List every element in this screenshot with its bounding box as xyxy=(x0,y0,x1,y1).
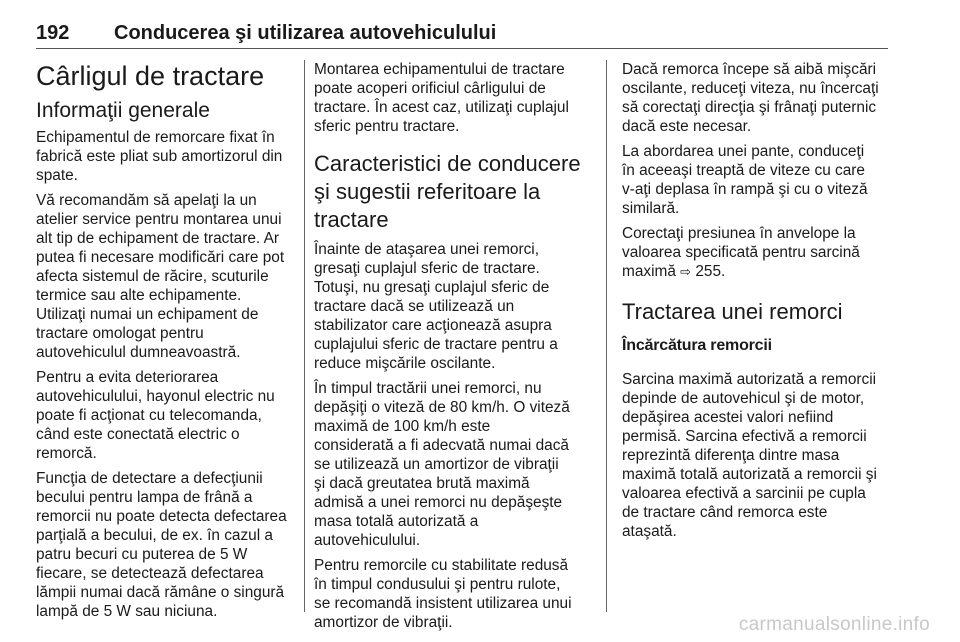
paragraph: Montarea echipamentului de tractare poate acoperi orificiul cârligului de tractare. În acest caz, utilizaţi cuplajul sferic pentru tractare. xyxy=(314,61,569,135)
column-1 xyxy=(36,60,298,627)
paragraph: Sarcina maximă autorizată a remorcii depinde de autovehicul şi de motor, depăşirea acestei valori nefiind permisă. Sarcina efectivă a remorcii reprezintă diferenţa dintre masa maximă totală autorizată a remorcii şi valoarea efectivă a sarcinii pe cupla de tractare când remorca este ataşată. xyxy=(622,371,877,540)
page-reference[interactable]: 255. xyxy=(691,263,726,280)
paragraph: Dacă remorca începe să aibă mişcări oscilante, reduceţi viteza, nu încercaţi să corectaţi direcţia şi frânaţi puternic dacă este necesar. xyxy=(622,61,879,135)
paragraph: La abordarea unei pante, conduceţi în aceeaşi treaptă de viteze cu care v-aţi deplasa în rampă şi cu o viteză similară. xyxy=(622,143,868,217)
page-number: 192 xyxy=(36,21,70,44)
section-title: Cârligul de tractare xyxy=(36,61,265,91)
paragraph: În timpul tractării unei remorci, nu depăşiţi o viteză de 80 km/h. O viteză maximă de 100 km/h este considerată a fi adecvată numai dacă se utilizează un amortizor de vibraţii şi dacă greutatea brută maximă admisă a unei remorci nu depăşeşte masa totală autorizată a autovehiculului. xyxy=(314,380,570,549)
page-header xyxy=(36,18,888,48)
page-reference-icon: ⇨ xyxy=(680,265,692,280)
column-divider xyxy=(304,60,305,612)
paragraph: Pentru a evita deteriorarea autovehiculului, hayonul electric nu poate fi acţionat cu telecomanda, când este conectată electric o remorcă. xyxy=(36,369,275,462)
section-heading: Caracteristici de conducere şi sugestii referitoare la tractare xyxy=(314,151,581,232)
paragraph: Vă recomandăm să apelaţi la un atelier service pentru montarea unui alt tip de echipament de tractare. Ar putea fi necesare modificări care pot afecta sistemul de răcire, scuturile termice sau alte echipamente. Utilizaţi numai un echipament de tractare omologat pentru autovehiculul dumneavoastră. xyxy=(36,192,285,361)
paragraph xyxy=(622,224,888,282)
paragraph: Înainte de ataşarea unei remorci, gresaţi cuplajul sferic de tractare. Totuşi, nu gresaţi cuplajul sferic de tractare dacă se utilizează un stabilizator care acţionează asupra cuplajului sferic de tractare pentru a reduce mişcările oscilante. xyxy=(314,241,558,372)
column-divider xyxy=(606,60,607,612)
paragraph: Pentru remorcile cu stabilitate redusă în timpul condusului şi pentru rulote, se recomandă insistent utilizarea unui amortizor de vibraţii. xyxy=(314,557,572,631)
chapter-title: Conducerea şi utilizarea autovehiculului xyxy=(114,21,497,44)
section-heading: Tractarea unei remorci xyxy=(622,299,843,324)
header-divider xyxy=(36,48,888,49)
paragraph: Funcţia de detectare a defecţiunii becului pentru lampa de frână a remorcii nu poate detecta defectarea parţială a becului, de ex. în cazul a patru becuri cu puterea de 5 W fiecare, se detectează defectarea lămpii numai dacă rămâne o singură lampă de 5 W sau niciuna. xyxy=(36,470,287,620)
paragraph: Echipamentul de remorcare fixat în fabrică este pliat sub amortizorul din spate. xyxy=(36,129,283,184)
section-subtitle: Informaţii generale xyxy=(36,99,210,122)
column-3 xyxy=(622,60,888,547)
watermark: carmanualsonline.info xyxy=(738,614,930,635)
paragraph-text: Corectaţi presiunea în anvelope la valoarea specificată pentru sarcină maximă xyxy=(622,225,860,280)
column-2 xyxy=(314,60,594,638)
subsection-heading: Încărcătura remorcii xyxy=(622,337,772,354)
